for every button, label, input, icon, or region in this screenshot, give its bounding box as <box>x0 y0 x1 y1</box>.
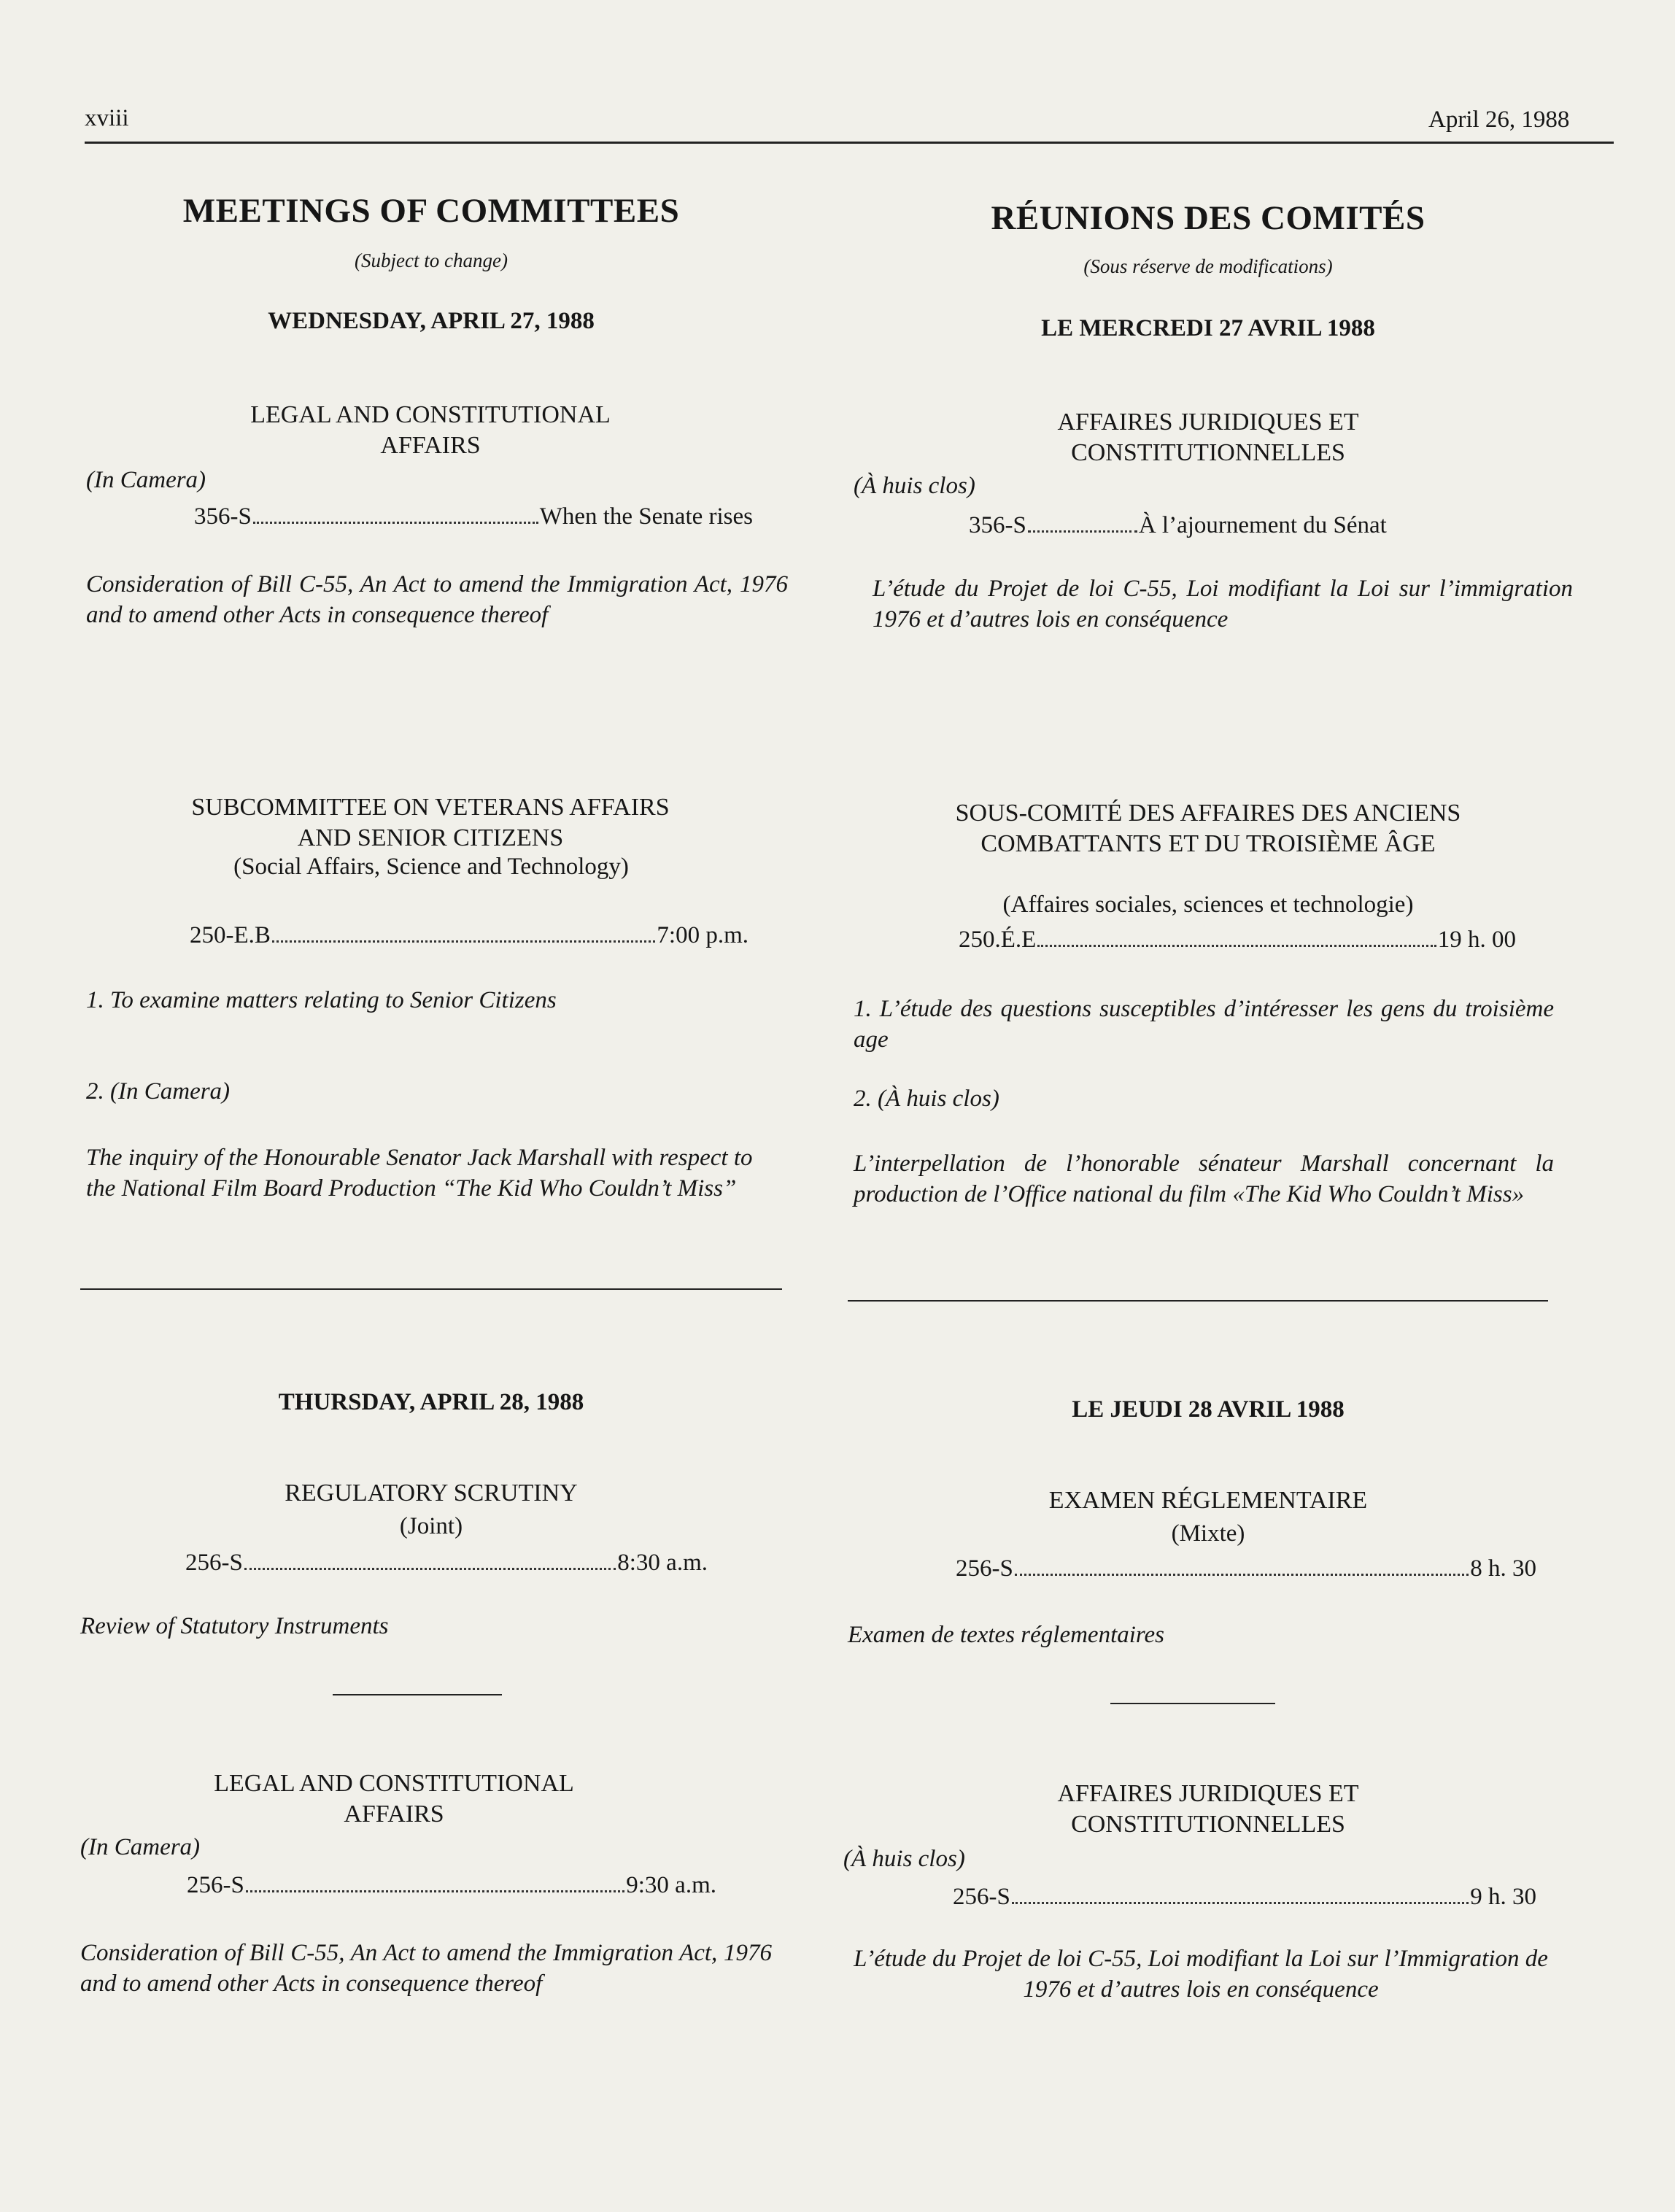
in-camera-note: (In Camera) <box>86 467 206 493</box>
agenda-item-1: 1. L’étude des questions susceptibles d’intéresser les gens du troisième age <box>854 996 1554 1053</box>
time: À l’ajournement du Sénat <box>1138 512 1387 538</box>
header-rule <box>85 142 1614 144</box>
time: 7:00 p.m. <box>657 922 748 948</box>
agenda-item-2: 2. (In Camera) <box>86 1078 231 1105</box>
joint-note: (Mixte) <box>1171 1520 1245 1547</box>
room: 250-E.B <box>190 922 271 948</box>
dot-leader <box>1037 927 1436 947</box>
french-title: RÉUNIONS DES COMITÉS <box>991 199 1426 237</box>
time: When the Senate rises <box>539 503 753 530</box>
time: 8:30 a.m. <box>617 1550 708 1576</box>
page-number: xviii <box>85 105 129 131</box>
time: 9 h. 30 <box>1470 1884 1536 1910</box>
room: 256-S <box>953 1884 1010 1910</box>
dot-leader <box>253 503 538 524</box>
meeting-entry <box>959 927 1516 954</box>
agenda-item-2: 2. (À huis clos) <box>854 1086 999 1112</box>
section-divider <box>80 1288 782 1290</box>
english-subtitle: (Subject to change) <box>355 250 508 271</box>
room: 256-S <box>956 1555 1013 1582</box>
meeting-description: Review of Statutory Instruments <box>80 1613 389 1639</box>
committee-name-legal: LEGAL AND CONSTITUTIONAL AFFAIRS <box>250 401 611 459</box>
parent-committee: (Social Affairs, Science and Technology) <box>233 854 629 880</box>
dot-leader <box>246 1872 624 1892</box>
meeting-description: Consideration of Bill C-55, An Act to amend the Immigration Act, 1976 and to amend other Acts in consequence thereof <box>86 571 788 628</box>
dot-leader <box>1015 1555 1469 1576</box>
committee-name-regulatory: EXAMEN RÉGLEMENTAIRE <box>1048 1487 1368 1514</box>
section-divider <box>848 1300 1548 1302</box>
french-subtitle: (Sous réserve de modifications) <box>1083 255 1333 277</box>
committee-name-legal: AFFAIRES JURIDIQUES ET CONSTITUTIONNELLES <box>1057 409 1359 466</box>
meeting-entry <box>956 1555 1536 1582</box>
meeting-entry <box>185 1550 708 1577</box>
joint-note: (Joint) <box>399 1513 463 1539</box>
committee-name-regulatory: REGULATORY SCRUTINY <box>285 1480 578 1507</box>
room: 356-S <box>969 512 1026 538</box>
meeting-description: Examen de textes réglementaires <box>848 1622 1165 1648</box>
room: 356-S <box>194 503 252 530</box>
dot-leader <box>244 1550 616 1570</box>
time: 9:30 a.m. <box>626 1872 716 1898</box>
dot-leader <box>1012 1884 1469 1904</box>
english-day-thursday: THURSDAY, APRIL 28, 1988 <box>278 1389 584 1415</box>
dot-leader <box>272 922 655 943</box>
meeting-description: L’étude du Projet de loi C-55, Loi modifiant la Loi sur l’Immigration de 1976 et d’autres lois en conséquence <box>854 1946 1548 2003</box>
meeting-description: L’interpellation de l’honorable sénateur Marshall concernant la production de l’Office national du film «The Kid Who Couldn’t Miss» <box>854 1151 1554 1207</box>
in-camera-note: (À huis clos) <box>843 1846 965 1872</box>
french-day-wednesday: LE MERCREDI 27 AVRIL 1988 <box>1041 315 1375 341</box>
french-day-thursday: LE JEUDI 28 AVRIL 1988 <box>1072 1396 1345 1423</box>
time: 19 h. 00 <box>1437 927 1516 953</box>
english-day-wednesday: WEDNESDAY, APRIL 27, 1988 <box>268 308 595 334</box>
in-camera-note: (À huis clos) <box>854 473 975 499</box>
room: 256-S <box>187 1872 244 1898</box>
time: 8 h. 30 <box>1470 1555 1536 1582</box>
short-divider <box>1110 1703 1275 1704</box>
room: 256-S <box>185 1550 243 1576</box>
in-camera-note: (In Camera) <box>80 1834 201 1860</box>
meeting-description: Consideration of Bill C-55, An Act to amend the Immigration Act, 1976 and to amend other Acts in consequence thereof <box>80 1940 772 1997</box>
meeting-entry <box>194 503 753 530</box>
short-divider <box>333 1694 502 1695</box>
meeting-entry <box>187 1872 716 1899</box>
parent-committee: (Affaires sociales, sciences et technologie) <box>1002 892 1414 918</box>
committee-name-veterans: SOUS-COMITÉ DES AFFAIRES DES ANCIENS COMBATTANTS ET DU TROISIÈME ÂGE <box>955 800 1461 857</box>
committee-name-veterans: SUBCOMMITTEE ON VETERANS AFFAIRS AND SENIOR CITIZENS <box>191 794 670 851</box>
meeting-description: L’étude du Projet de loi C-55, Loi modifiant la Loi sur l’immigration 1976 et d’autres lois en conséquence <box>873 576 1573 633</box>
agenda-item-1: 1. To examine matters relating to Senior Citizens <box>86 987 557 1013</box>
dot-leader <box>1028 512 1137 533</box>
room: 250.É.E <box>959 927 1037 953</box>
english-title: MEETINGS OF COMMITTEES <box>182 192 680 230</box>
meeting-description: The inquiry of the Honourable Senator Jack Marshall with respect to the National Film Board Production “The Kid Who Couldn’t Miss” <box>86 1145 753 1202</box>
meeting-entry <box>953 1884 1536 1911</box>
committee-name-legal: LEGAL AND CONSTITUTIONAL AFFAIRS <box>214 1770 574 1828</box>
meeting-entry <box>969 512 1552 539</box>
header-date: April 26, 1988 <box>1428 107 1570 133</box>
meeting-entry <box>190 922 748 949</box>
committee-name-legal: AFFAIRES JURIDIQUES ET CONSTITUTIONNELLES <box>1057 1780 1359 1838</box>
